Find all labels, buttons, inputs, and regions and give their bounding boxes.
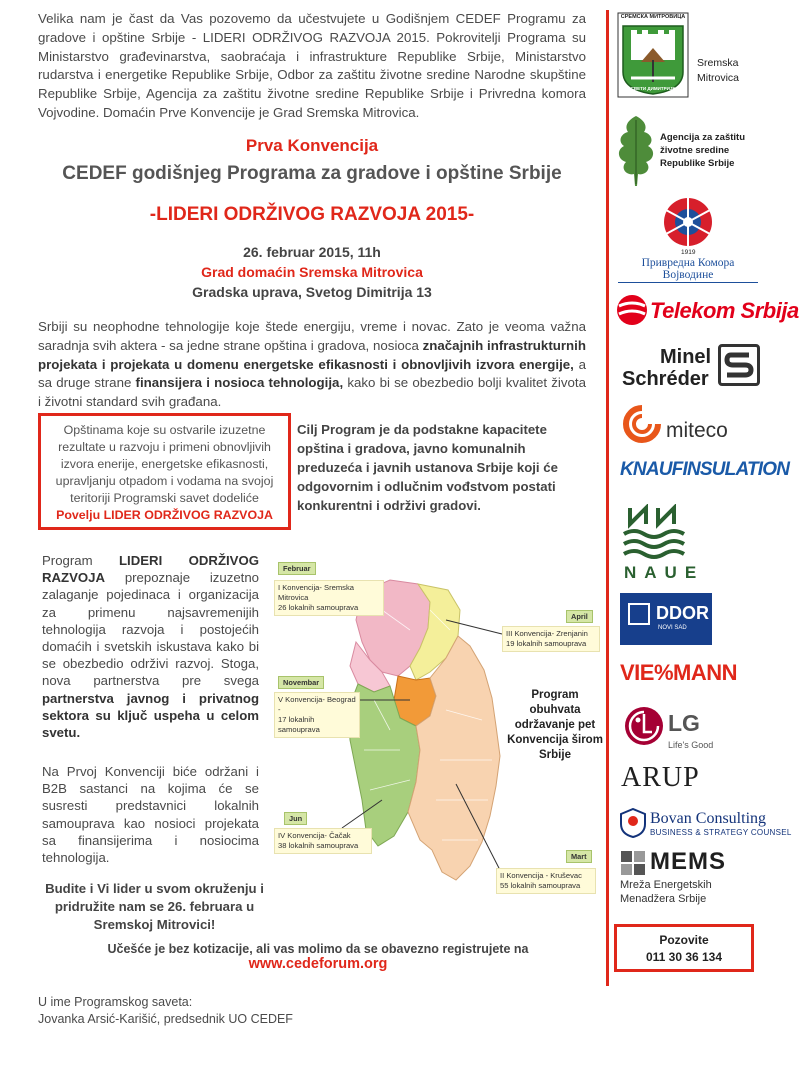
program-bold-1: LIDERI ODRŽIVOG RAZVOJA	[42, 553, 259, 586]
title-leaders: -LIDERI ODRŽIVOG RAZVOJA 2015-	[149, 204, 475, 225]
intro-paragraph: Velika nam je čast da Vas pozovemo da učestvujete u Godišnjem CEDEF Programu za gradove i opštine Srbije - LIDERI ODRŽIVOG RAZVOJA 2015. Pokrovitelji Programa su Ministarstvo građevinarstva, saobraćaja i infrastrukture Republike Srbije, Ministarstvo rudarstva i energetike Republike Srbije, Odbor za zaštitu životne sredine Narodne skupštine Republike Srbije, Agencija za zaštitu životne sredine Republike Srbije i Privredna komora Vojvodine. Domaćin Prve Konvencije je Grad Sremska Mitrovica.	[38, 11, 586, 120]
pkv-logo	[662, 196, 714, 248]
registration-line	[38, 942, 598, 972]
crest-top-text: СРЕМСКА МИТРОВИЦА	[620, 14, 686, 20]
ddor-wordmark: DDOR	[656, 603, 709, 623]
city-line-1: Sremska	[697, 57, 739, 69]
miteco-logo	[622, 404, 662, 444]
lg-slogan: Life's Good	[668, 740, 714, 750]
convention-box-5	[274, 692, 360, 738]
para1-text-1: Srbiji su neophodne tehnologije koje štede energiju, vreme i novac. Zato je veoma važna saradnja svih aktera - sa jedne strane opština i gradova, nosioca	[38, 319, 586, 353]
mems-line-1: Mreža Energetskih	[620, 879, 712, 891]
convention-count: 17 lokalnih samouprava	[278, 715, 320, 734]
call-to-action: Budite i Vi lider u svom okruženju i pridružite nam se 26. februara u Sremskoj Mitrovici!	[45, 881, 264, 932]
technology-paragraph	[38, 318, 586, 412]
sremska-mitrovica-crest	[617, 12, 689, 98]
pkv-year: 1919	[681, 249, 696, 256]
sidebar-divider	[606, 10, 609, 986]
title-program: CEDEF godišnjeg Programa za gradove i opštine Srbije	[62, 163, 562, 184]
signature	[38, 994, 438, 1028]
ddor-logo	[620, 593, 712, 645]
agency-line-3: Republike Srbije	[660, 158, 735, 169]
naue-waves-icon	[622, 504, 688, 560]
schreder-wordmark: Schréder	[622, 368, 709, 390]
event-details	[38, 242, 586, 302]
naue-logo	[622, 504, 688, 560]
signature-line-1: U ime Programskog saveta:	[38, 995, 193, 1009]
mems-line-2: Menadžera Srbije	[620, 893, 707, 905]
convention-name: I Konvencija- Sremska Mitrovica	[278, 583, 354, 602]
registration-link[interactable]: www.cedeforum.org	[248, 956, 388, 972]
viessmann-wordmark: VIE%MANN	[620, 660, 738, 685]
award-box	[38, 413, 291, 530]
convention-name: IV Konvencija- Čačak	[278, 831, 351, 840]
convention-count: 38 lokalnih samouprava	[278, 841, 359, 850]
naue-wordmark: NAUE	[624, 563, 705, 582]
signature-line-2: Jovanka Arsić-Karišić, predsednik UO CEDEF	[38, 1012, 293, 1026]
convention-box-2	[496, 868, 596, 894]
miteco-wordmark: miteco	[666, 419, 728, 442]
month-tag-mart: Mart	[566, 850, 592, 863]
award-name: Povelju LIDER ODRŽIVOG RAZVOJA	[56, 508, 273, 522]
convention-name: III Konvencija- Zrenjanin	[506, 629, 588, 638]
bovan-shield-icon	[620, 808, 646, 838]
month-tag-april: April	[566, 610, 593, 623]
bovan-wordmark: Bovan Consulting	[650, 810, 767, 827]
lg-wordmark: LG	[668, 710, 700, 736]
convention-count: 19 lokalnih samouprava	[506, 639, 587, 648]
map-summary: Program obuhvata održavanje pet Konvencija širom Srbije	[507, 689, 603, 761]
month-tag-novembar: Novembar	[278, 676, 324, 689]
mems-grid-icon	[620, 850, 646, 876]
pkv-emblem-icon	[662, 196, 714, 248]
bovan-sub: BUSINESS & STRATEGY COUNSEL	[650, 828, 792, 837]
knauf-wordmark: KNAUFINSULATION	[620, 459, 790, 480]
para1-text-2: a sa druge strane	[38, 356, 586, 391]
para1-bold-1: značajnih infrastrukturnih projekata i projekata u domenu energetske efikasnosti i obnovljivih izvora energije,	[38, 337, 586, 372]
event-date: 26. februar 2015, 11h	[243, 244, 381, 260]
program-paragraph	[42, 552, 259, 741]
award-box-text: Opštinama koje su ostvarile izuzetne rezultate u razvoju i primeni obnovljivih izvora enerije, energetske efikasnosti, upravljanju otpadom i vodama na svojoj teritoriji Programski savet dodeliće	[55, 423, 274, 505]
title-first-convention: Prva Konvencija	[245, 136, 379, 155]
s-mark-icon	[721, 347, 757, 383]
arup-wordmark: ARUP	[621, 762, 700, 793]
minel-wordmark: Minel	[660, 346, 712, 368]
telekom-logo	[616, 294, 648, 326]
b2b-paragraph: Na Prvoj Konvenciji biće održani i B2B sastanci na kojima će se susresti predstavnici lokalnih samouprava kao nosioci projekata sa finansijerima i nosiocima tehnologija.	[42, 764, 259, 866]
telekom-wordmark: Telekom Srbija	[650, 298, 799, 323]
mems-logo	[620, 850, 646, 876]
program-text-1: Program	[42, 553, 119, 568]
telekom-swirl-icon	[616, 294, 648, 326]
month-tag-jun: Jun	[284, 812, 307, 825]
para1-bold-2: finansijera i nosioca tehnologija,	[135, 375, 344, 391]
convention-count: 26 lokalnih samouprava	[278, 603, 359, 612]
ddor-sub: NOVI SAD	[658, 625, 687, 631]
convention-box-3	[502, 626, 600, 652]
call-label: Pozovite	[659, 933, 709, 947]
agency-label	[660, 131, 745, 170]
lg-face-icon	[624, 706, 664, 746]
program-goal: Cilj Program je da podstakne kapacitete opština i gradova, javno komunalnih preduzeća i javnih ustanova Srbije koji će odgovornim i odlučnim vođstvom postati konkurentni i održivi gradovi.	[297, 422, 558, 513]
oak-leaf-icon	[614, 112, 658, 188]
convention-name: II Konvencija - Kruševac	[500, 871, 582, 880]
ddor-square-icon	[628, 603, 650, 625]
convention-count: 55 lokalnih samouprava	[500, 881, 581, 890]
sremska-mitrovica-label	[697, 56, 739, 86]
miteco-swirl-icon	[622, 404, 662, 444]
city-line-2: Mitrovica	[697, 72, 740, 84]
call-box	[614, 924, 754, 972]
para1-text-3: kako bi se obezbedio bolji kvalitet života i životni standard svih građana.	[38, 375, 586, 410]
call-number[interactable]: 011 30 36 134	[645, 950, 723, 964]
convention-box-1	[274, 580, 384, 616]
program-text-2: prepoznaje izuzetno zalaganje pojedinaca i organizacija za primenu najsavremenijih tehnologija razvoja i postojećih domaćih i svetskih iskustava kako bi se obezbedio održivi razvoj. Stoga, nova partnerstva pre svega	[42, 570, 259, 689]
crest-motto-text: СВЕТИ ДИМИТРИЈЕ	[630, 86, 676, 91]
lg-logo	[624, 706, 664, 746]
program-bold-2: partnerstva javnog i privatnog sektora su ključ uspeha u celom svetu.	[42, 690, 259, 741]
minel-s-logo	[718, 344, 760, 386]
agency-line-2: životne sredine	[660, 145, 730, 156]
agency-line-1: Agencija za zaštitu	[660, 132, 745, 143]
agency-leaf-logo	[614, 112, 658, 188]
registration-text: Učešće je bez kotizacije, ali vas molimo da se obavezno registrujete na	[107, 942, 529, 956]
mems-wordmark: MEMS	[650, 848, 726, 875]
mems-sub	[620, 878, 712, 906]
month-tag-februar: Februar	[278, 562, 316, 575]
pkv-name: Привредна Комора Војводине	[618, 257, 758, 283]
event-venue: Gradska uprava, Svetog Dimitrija 13	[192, 284, 432, 300]
bovan-logo	[620, 808, 646, 838]
convention-box-4	[274, 828, 372, 854]
convention-name: V Konvencija- Beograd -	[278, 695, 356, 714]
event-host: Grad domaćin Sremska Mitrovica	[201, 264, 423, 280]
